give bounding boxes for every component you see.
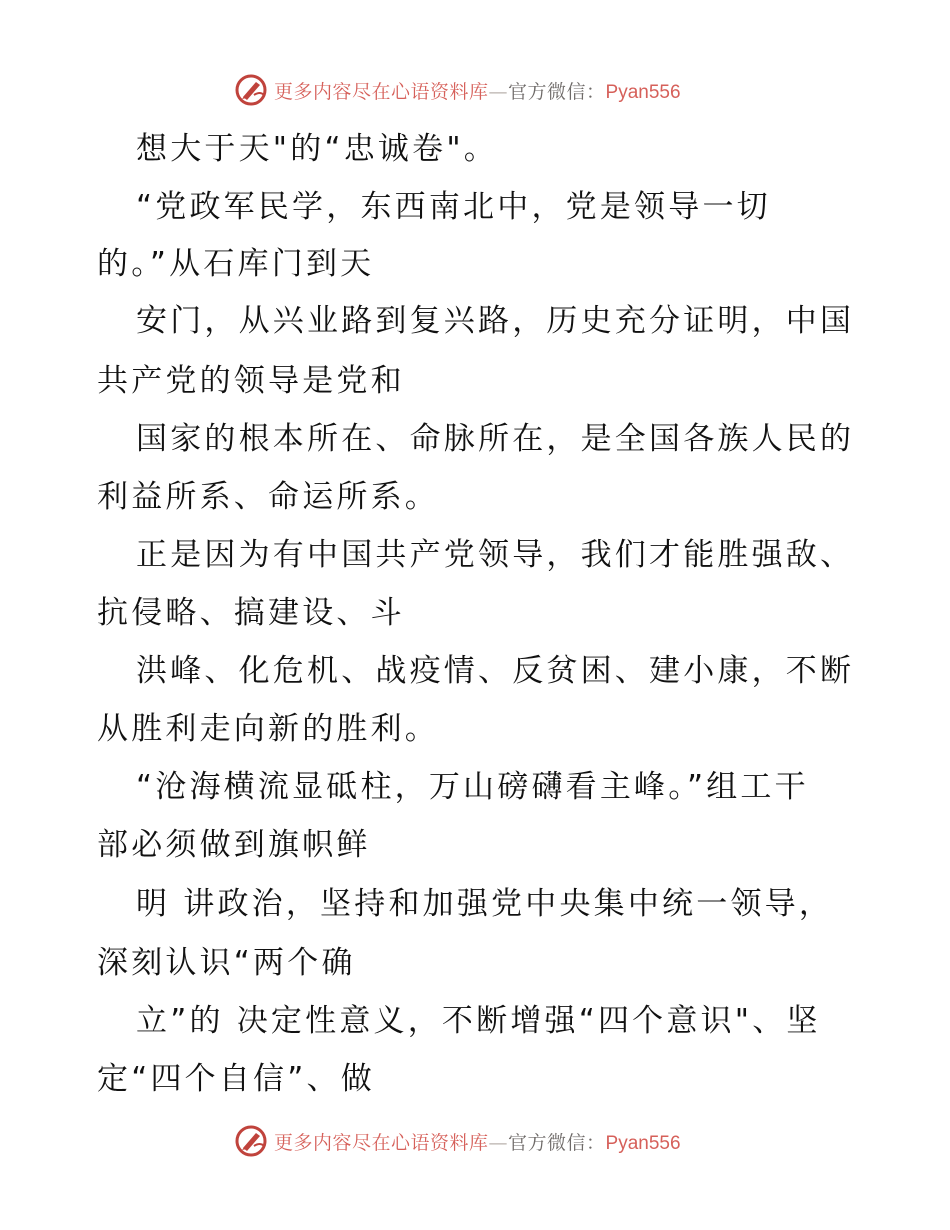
- text-line: 定“四个自信”、做: [97, 1061, 375, 1097]
- text-line: 部必须做到旗帜鲜: [97, 827, 371, 863]
- text-line: “沧海横流显砥柱，万山磅礴看主峰。”组工干: [136, 769, 809, 805]
- text-line: 洪峰、化危机、战疫情、反贫困、建小康，不断: [136, 653, 855, 689]
- logo-icon: [234, 1124, 268, 1158]
- banner-wechat-id: Pyan556: [605, 1132, 681, 1154]
- banner-dash: —: [488, 80, 509, 103]
- banner-wechat-id: Pyan556: [605, 81, 681, 103]
- logo-icon: [234, 73, 268, 107]
- text-line: 安门，从兴业路到复兴路，历史充分证明，中国: [136, 303, 855, 339]
- header-banner: [234, 72, 681, 108]
- text-line: 明 讲政治，坚持和加强党中央集中统一领导，: [136, 886, 834, 922]
- text-line: 想大于天"的“忠诚卷"。: [136, 131, 498, 167]
- banner-title: 更多内容尽在心语资料库: [274, 1131, 489, 1154]
- text-line: 正是因为有中国共产党领导，我们才能胜强敌、: [136, 537, 855, 573]
- text-line: 抗侵略、搞建设、斗: [97, 595, 405, 631]
- text-line: 的。”从石库门到天: [97, 246, 375, 282]
- banner-official-label: 官方微信：: [508, 1131, 606, 1154]
- banner-dash: —: [488, 1131, 509, 1154]
- banner-official-label: 官方微信：: [508, 80, 606, 103]
- text-line: 国家的根本所在、命脉所在，是全国各族人民的: [136, 421, 855, 457]
- text-line: 深刻认识“两个确: [97, 945, 356, 981]
- text-line: 从胜利走向新的胜利。: [97, 711, 439, 747]
- text-line: “党政军民学，东西南北中，党是领导一切: [136, 189, 771, 225]
- footer-banner: [234, 1123, 681, 1159]
- text-line: 立”的 决定性意义，不断增强“四个意识"、坚: [136, 1003, 821, 1039]
- text-line: 共产党的领导是党和: [97, 363, 405, 399]
- text-line: 利益所系、命运所系。: [97, 479, 439, 515]
- banner-title: 更多内容尽在心语资料库: [274, 80, 489, 103]
